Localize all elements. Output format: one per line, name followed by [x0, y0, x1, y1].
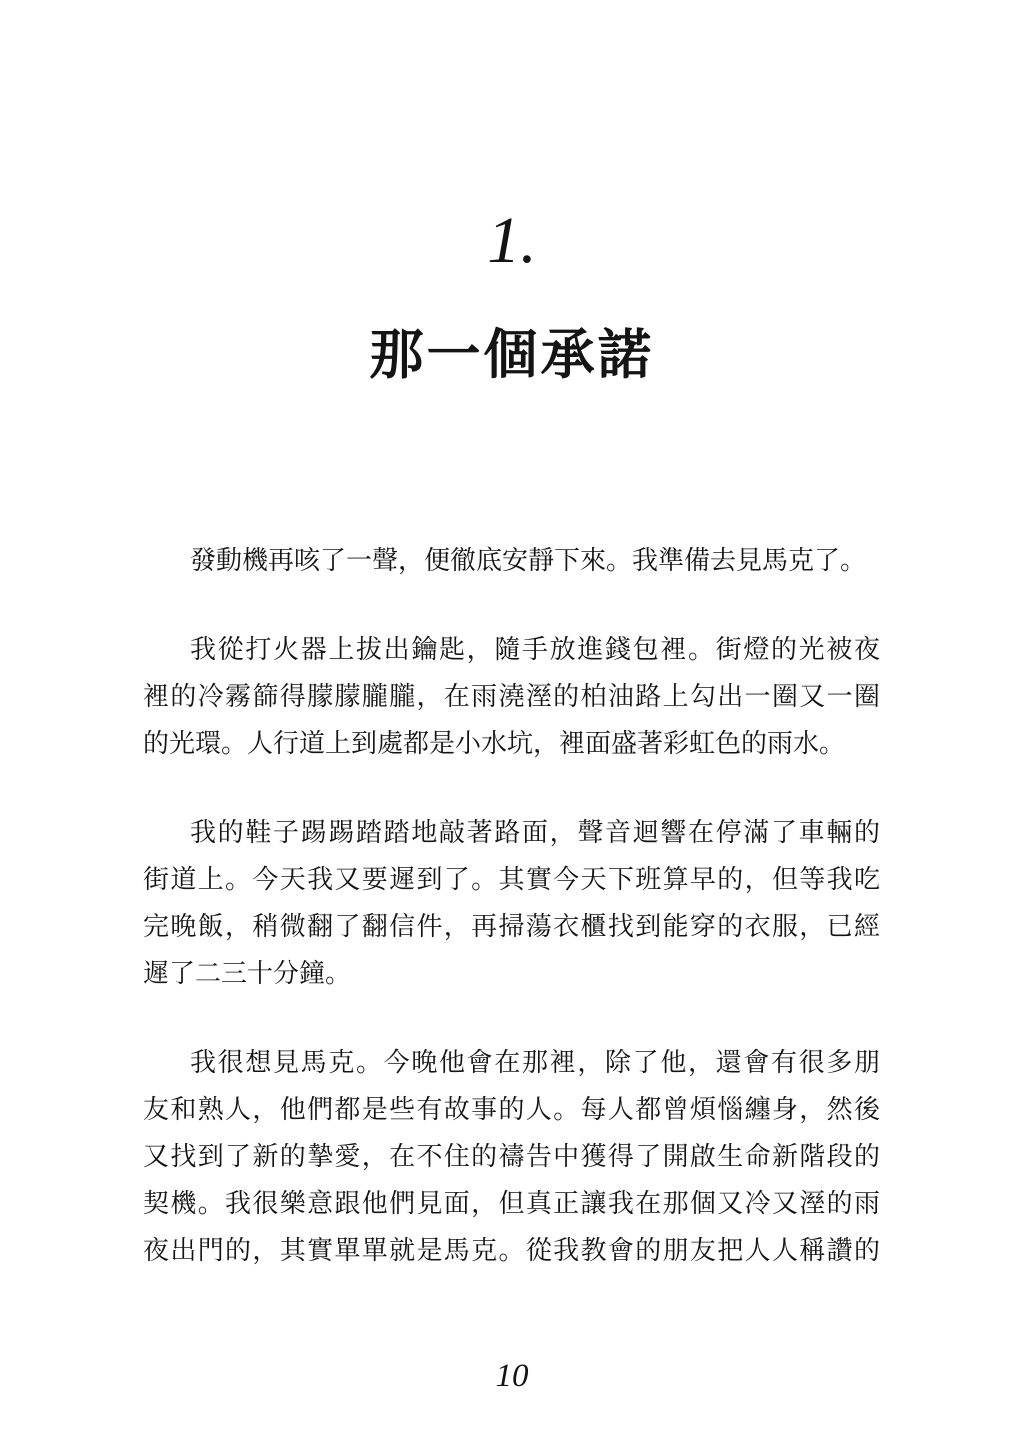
- paragraph: [143, 809, 880, 997]
- chapter-number: 1.: [487, 204, 537, 277]
- page-number: 10: [495, 1358, 529, 1394]
- text-line: 契機。我很樂意跟他們見面，但真正讓我在那個又冷又溼的雨: [143, 1189, 880, 1218]
- chapter-title: 那一個承諾: [369, 325, 655, 385]
- text-line: 又找到了新的摯愛，在不住的禱告中獲得了開啟生命新階段的: [143, 1142, 880, 1171]
- body-text: [143, 537, 880, 1316]
- paragraph: [143, 537, 880, 584]
- text-line: 遲了二三十分鐘。: [143, 959, 352, 988]
- text-line: 我很想見馬克。今晚他會在那裡，除了他，還會有很多朋: [190, 1048, 880, 1077]
- text-line: 發動機再咳了一聲，便徹底安靜下來。我準備去見馬克了。: [190, 546, 867, 575]
- paragraph: [143, 1039, 880, 1274]
- text-line: 完晚飯，稍微翻了翻信件，再掃蕩衣櫃找到能穿的衣服，已經: [143, 912, 880, 941]
- text-line: 裡的冷霧篩得朦朦朧朧，在雨澆溼的柏油路上勾出一圈又一圈: [143, 682, 880, 711]
- text-line: 友和熟人，他們都是些有故事的人。每人都曾煩惱纏身，然後: [143, 1095, 880, 1124]
- text-line: 我從打火器上拔出鑰匙，隨手放進錢包裡。街燈的光被夜: [190, 635, 880, 664]
- text-line: 街道上。今天我又要遲到了。其實今天下班算早的，但等我吃: [143, 865, 880, 894]
- text-line: 我的鞋子踢踢踏踏地敲著路面，聲音迴響在停滿了車輛的: [190, 818, 880, 847]
- text-line: 的光環。人行道上到處都是小水坑，裡面盛著彩虹色的雨水。: [143, 729, 846, 758]
- paragraph: [143, 626, 880, 767]
- text-line: 夜出門的，其實單單就是馬克。從我教會的朋友把人人稱讚的: [143, 1236, 880, 1265]
